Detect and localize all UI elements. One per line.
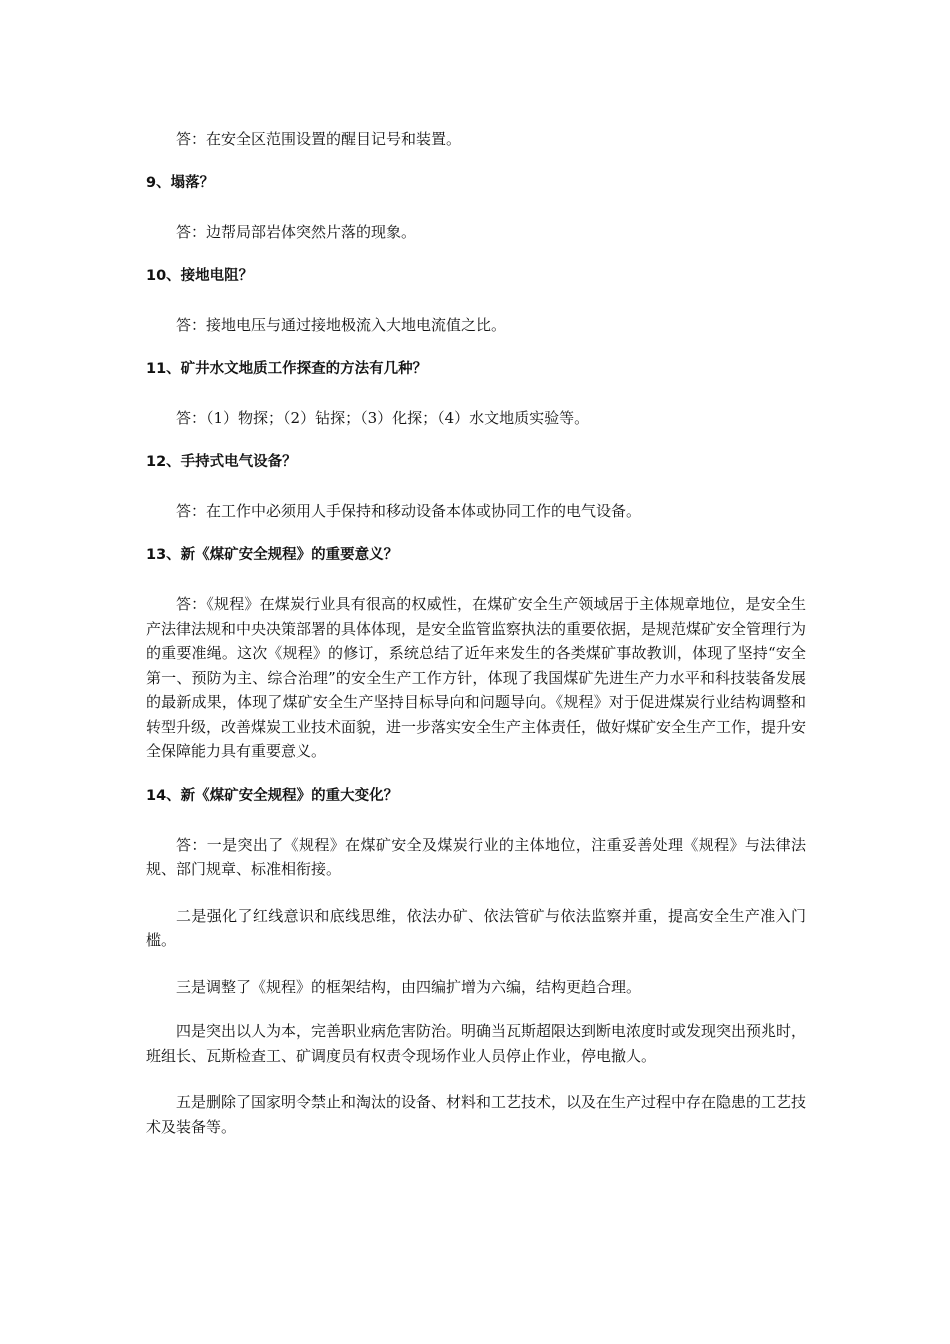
- answer-paragraph: 答：（1）物探；（2）钻探；（3）化探；（4）水文地质实验等。: [176, 409, 590, 427]
- answer-paragraph: 五是删除了国家明令禁止和淘汰的设备、材料和工艺技术，以及在生产过程中存在隐患的工艺技术及装备等。: [146, 1093, 807, 1136]
- answer-paragraph: 答：边帮局部岩体突然片落的现象。: [176, 223, 417, 241]
- document-body: [146, 127, 806, 1139]
- question-heading: 11、矿井水文地质工作探查的方法有几种？: [146, 361, 428, 377]
- question-heading: 9、塌落？: [146, 175, 215, 191]
- question-heading: 12、手持式电气设备？: [146, 454, 297, 470]
- answer-paragraph: 二是强化了红线意识和底线思维，依法办矿、依法管矿与依法监察并重，提高安全生产准入门槛。: [146, 906, 806, 949]
- question-heading: 10、接地电阻？: [146, 268, 254, 284]
- answer-paragraph: 四是突出以人为本，完善职业病危害防治。明确当瓦斯超限达到断电浓度时或发现突出预兆时，班组长、瓦斯检查工、矿调度员有权责令现场作业人员停止作业，停电撤人。: [146, 1022, 807, 1065]
- answer-paragraph: 答：接地电压与通过接地极流入大地电流值之比。: [176, 316, 507, 334]
- question-heading: 14、新《煤矿安全规程》的重大变化？: [146, 787, 399, 804]
- answer-paragraph: 答：在工作中必须用人手保持和移动设备本体或协同工作的电气设备。: [176, 502, 642, 520]
- answer-paragraph: 答：在安全区范围设置的醒目记号和装置。: [176, 130, 462, 148]
- answer-paragraph: 三是调整了《规程》的框架结构，由四编扩增为六编，结构更趋合理。: [176, 977, 642, 996]
- answer-paragraph: 答：《规程》在煤炭行业具有很高的权威性，在煤矿安全生产领域居于主体规章地位，是安全生产法律法规和中央决策部署的具体体现，是安全监管监察执法的重要依据，是规范煤矿安全管理行为的重要准绳。这次《规程》的修订，系统总结了近年来发生的各类煤矿事故教训，体现了坚持“安全第一、预防为主、综合治理”的安全生产工作方针，体现了我国煤矿先进生产力水平和科技装备发展的最新成果，体现了煤矿安全生产坚持目标导向和问题导向。《规程》对于促进煤炭行业结构调整和转型升级，改善煤炭工业技术面貌，进一步落实安全生产主体责任，做好煤矿安全生产工作，提升安全保障能力具有重要意义。: [146, 595, 807, 760]
- question-heading: 13、新《煤矿安全规程》的重要意义？: [146, 547, 399, 563]
- answer-paragraph: 答：一是突出了《规程》在煤矿安全及煤炭行业的主体地位，注重妥善处理《规程》与法律法规、部门规章、标准相衔接。: [146, 835, 806, 878]
